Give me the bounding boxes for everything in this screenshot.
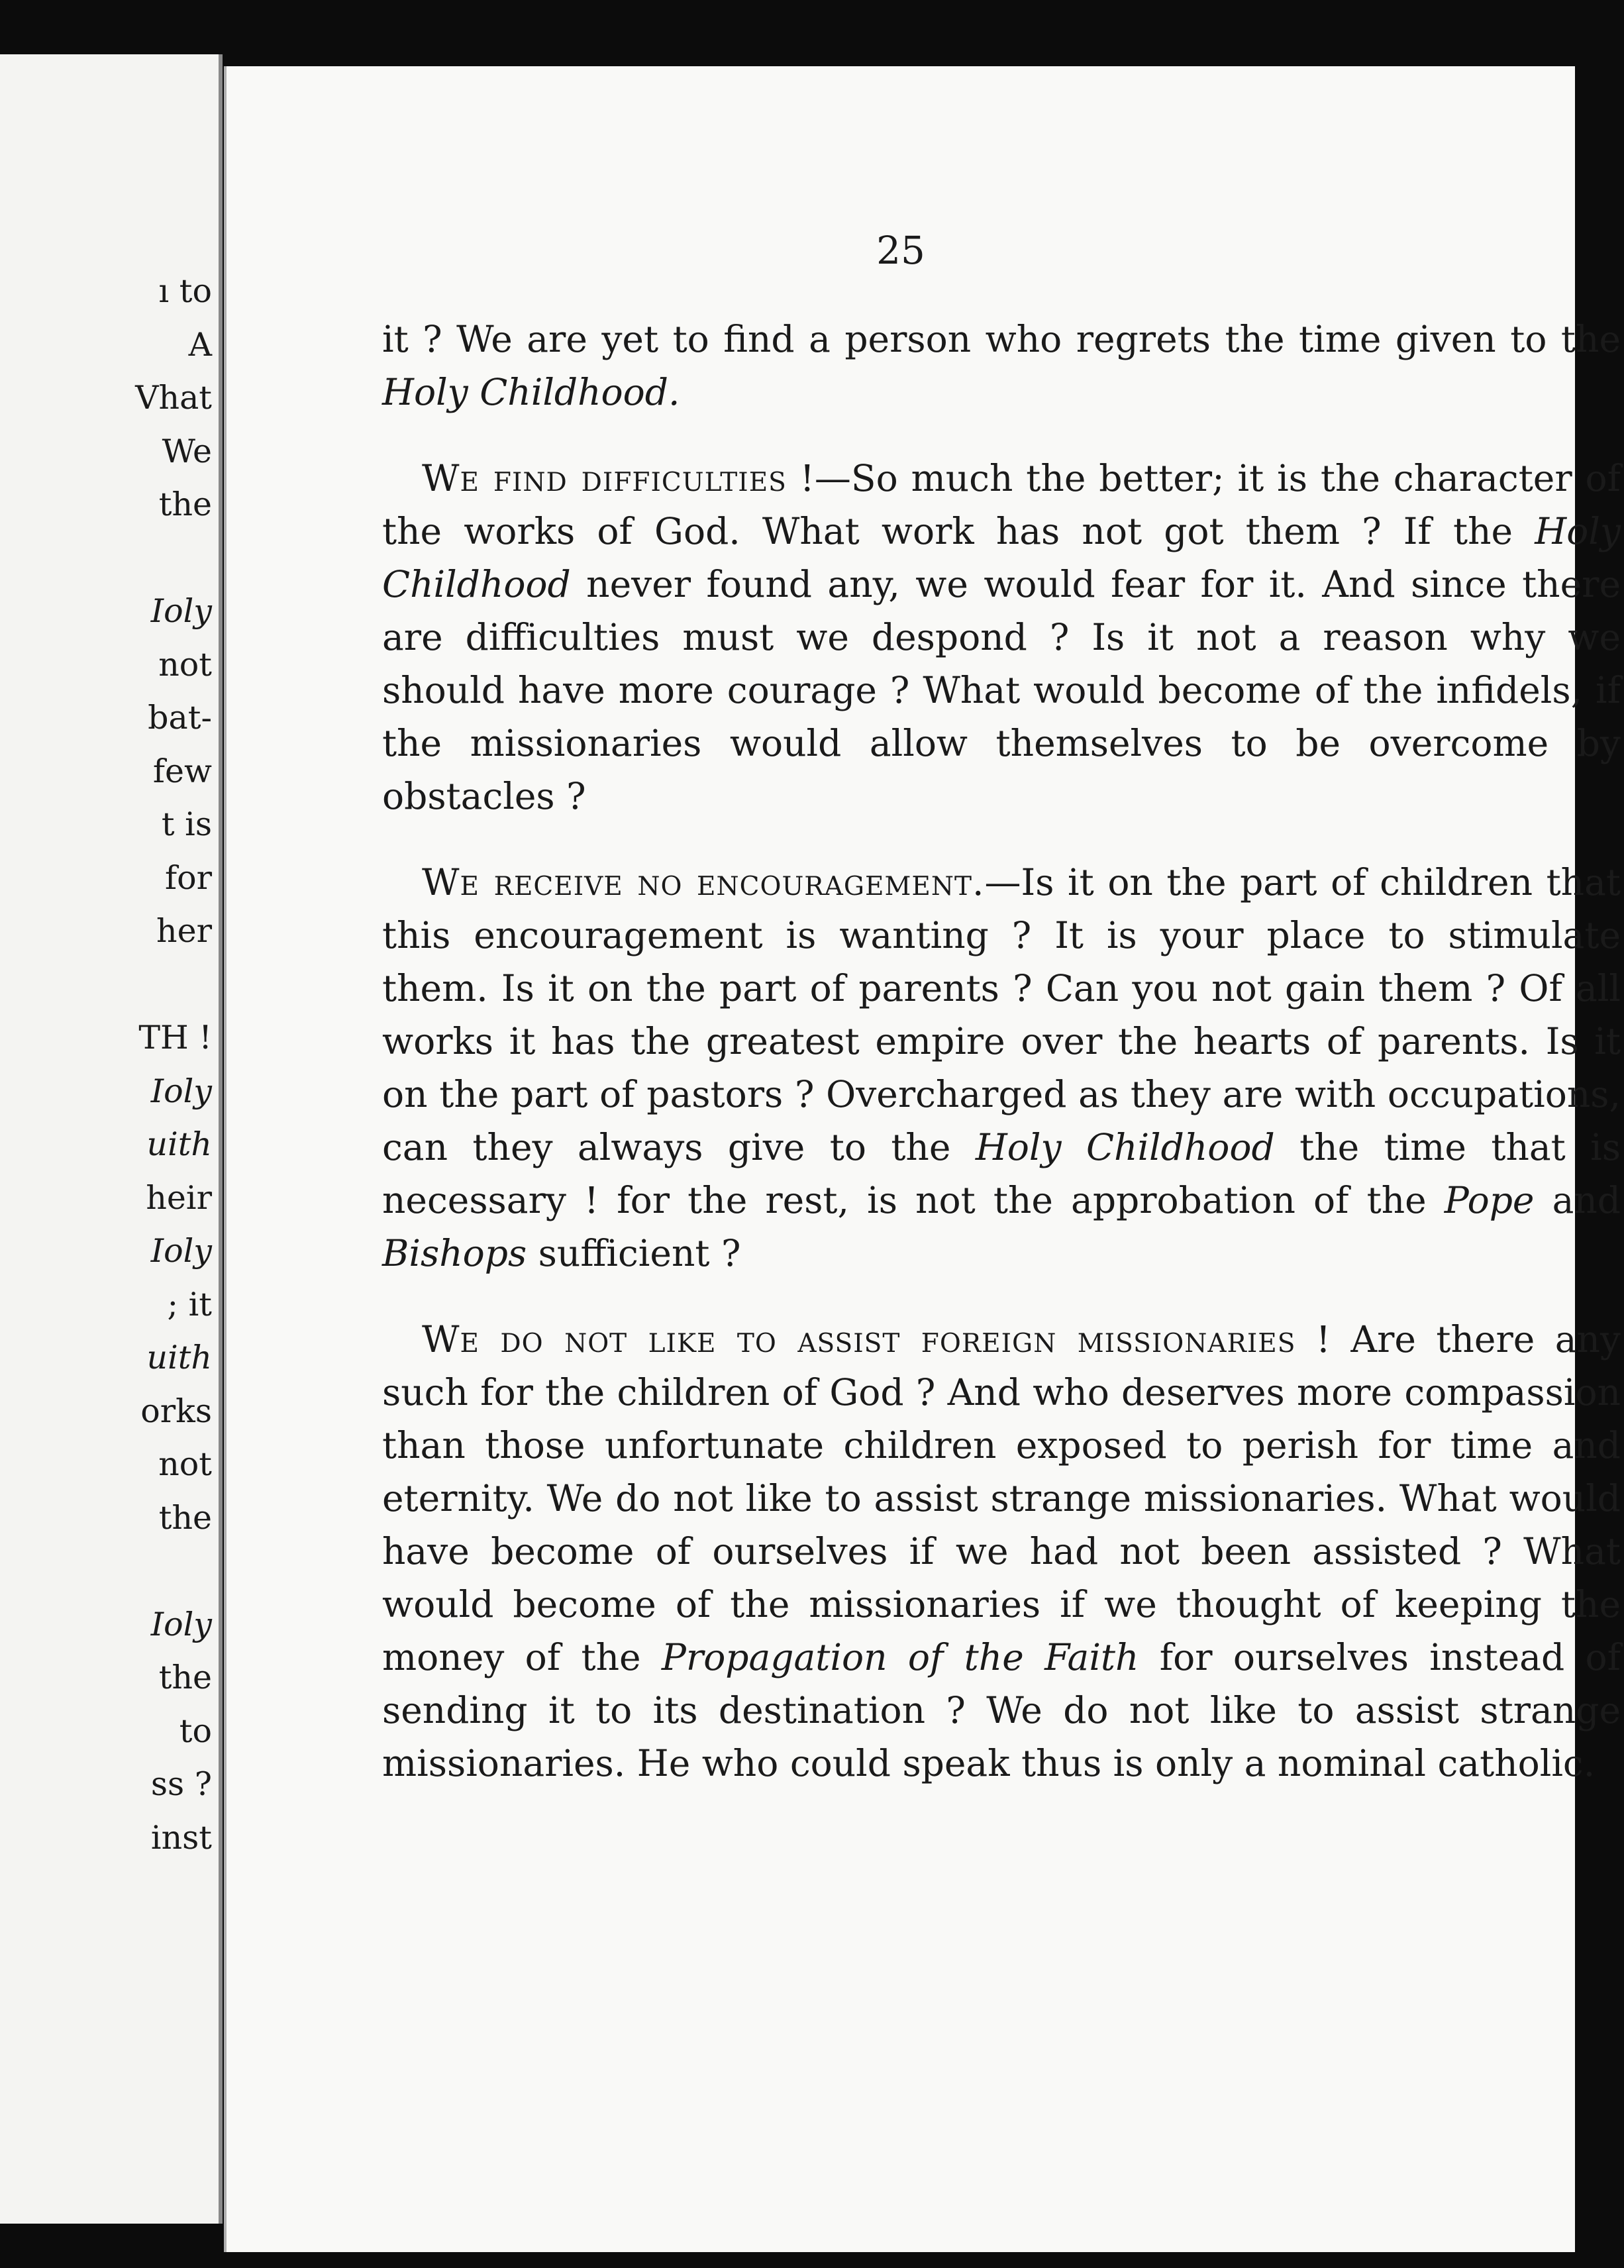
text-run: ! Are there any such for the children of God ? And who deserves more compassion than those unfortunate children exposed to perish for time and eternity. We do not like to assist strange missionaries. What would have become of ourselves if we had not been assisted ? What would become of the missionaries if we thought of keeping the money of the [382, 1318, 1621, 1678]
left-page-line: her [156, 912, 212, 950]
left-page-line: to [179, 1712, 212, 1750]
left-page-line: We [162, 432, 212, 470]
left-page-line: ı to [158, 272, 212, 310]
text-run: and [1534, 1179, 1621, 1221]
left-page-fragment [0, 54, 223, 2224]
paragraph-4 [382, 1313, 1621, 1790]
left-page-line: for [164, 858, 212, 897]
paragraph-heading: We receive no encouragement. [422, 861, 985, 903]
page-number: 25 [876, 228, 925, 273]
left-page-line: Ioly [150, 592, 212, 630]
text-run: —Is it on the part of children that this encouragement is wanting ? It is your place to stimulate them. Is it on the part of parents ? Can you not gain them ? Of all works it has the greatest empire over the hearts of parents. Is it on the part of pastors ? Overcharged as they are with occupations, can they always give to the [382, 861, 1621, 1168]
text-run: it ? We are yet to find a person who regrets the time given to the [382, 318, 1621, 360]
left-page-line: the [158, 1659, 212, 1696]
left-page-line: orks [140, 1392, 212, 1430]
left-page-line: uith [146, 1125, 212, 1163]
left-page-line: Ioly [150, 1605, 212, 1643]
italic-run: Holy Childhood [382, 510, 1621, 605]
paragraph-heading: We find difficulties [422, 457, 787, 499]
main-page [224, 66, 1621, 2252]
left-page-line: uith [146, 1339, 212, 1376]
italic-run: Holy Childhood [975, 1126, 1275, 1168]
body-text [382, 313, 1621, 1790]
left-page-line: ss ? [150, 1765, 212, 1803]
left-page-line: Ioly [150, 1232, 212, 1270]
italic-run: Holy Childhood. [382, 371, 680, 413]
left-page-line: t is [161, 805, 212, 843]
left-page-line: not [158, 645, 212, 684]
text-run: sufficient ? [527, 1232, 741, 1274]
left-page-line: the [158, 486, 212, 523]
paragraph-3 [382, 856, 1621, 1280]
left-page-line: few [152, 752, 212, 790]
italic-run: Propagation of the Faith [661, 1636, 1139, 1678]
left-page-line: Vhat [135, 379, 212, 417]
italic-run: Bishops [382, 1232, 527, 1274]
paragraph-1 [382, 313, 1621, 419]
left-page-line: inst [150, 1818, 212, 1857]
left-page-line: heir [146, 1178, 212, 1217]
left-page-line: TH ! [138, 1019, 212, 1057]
paragraph-2 [382, 452, 1621, 823]
text-run: for ourselves instead of sending it to its destination ? We do not like to assist strange missionaries. He who could speak thus is only a nominal catholic. [382, 1636, 1621, 1784]
paragraph-heading: We do not like to assist foreign missionaries [422, 1318, 1296, 1361]
left-page-line: bat- [148, 699, 212, 737]
left-page-line: not [158, 1445, 212, 1483]
text-run: never found any, we would fear for it. And since there are difficulties must we despond ? Is it not a reason why we should have more courage ? What would become of the infidels, if the missionaries would allow themselves to be overcome by obstacles ? [382, 563, 1621, 817]
left-page-line: A [188, 325, 212, 364]
text-run: the time that is necessary ! for the rest, is not the approbation of the [382, 1126, 1621, 1221]
italic-run: Pope [1444, 1179, 1535, 1221]
text-run: !—So much the better; it is the character of the works of God. What work has not got them ? If the [382, 457, 1621, 552]
left-page-line: the [158, 1498, 212, 1537]
left-page-line: ; it [167, 1285, 212, 1323]
left-page-line: Ioly [150, 1072, 212, 1110]
